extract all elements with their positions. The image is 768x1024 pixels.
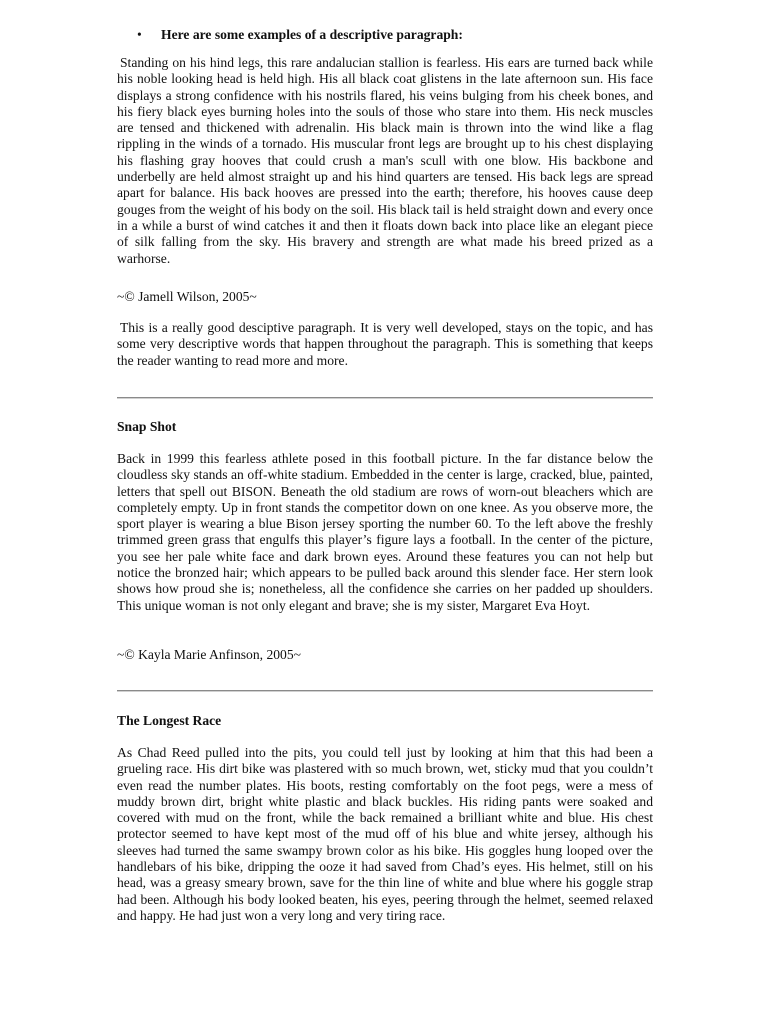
example1-paragraph: Standing on his hind legs, this rare andalucian stallion is fearless. His ears are turned back while his noble looking head is held high. His all black coat glistens in the late afternoon sun. His face displays a strong confidence with his nostrils flared, his veins bulging from his cheek bones, and his fiery black eyes burning holes into the souls of those who stare into them. His neck muscles are tensed and thickened with adrenalin. His black main is thrown into the wind like a flag rippling in the winds of a tornado. His muscular front legs are brought up to his chest displaying his flashing gray hooves that could crush a man's scull with one blow. His backbone and underbelly are held almost straight up and his hind quarters are tensed. His back legs are spread apart for balance. His back hooves are pressed into the earth; therefore, his hooves cause deep gouges from the weight of his body on the soil. His black tail is held straight down and every once in a while a burst of wind catches it and then it floats down back into place like an elegant piece of silk falling from the sky. His bravery and strength are what made his breed prized as a warhorse. (117, 55, 653, 266)
example3-paragraph: As Chad Reed pulled into the pits, you could tell just by looking at him that this had been a grueling race. His dirt bike was plastered with so much brown, wet, sticky mud that you couldn’t even read the number plates. His boots, resting comfortably on the foot pegs, were a mess of muddy brown dirt, bright white plastic and black buckles. His riding pants were soaked and covered with mud on the front, while the back remained a brilliant white and blue. His chest protector seemed to have kept most of the mud off of his blue and white jersey, although his sleeves had turned the same swampy brown color as his bike. His goggles hung looped over the handlebars of his bike, dripping the ooze it had saved from Chad’s eyes. His helmet, still on his head, was a greasy smeary brown, save for the thin line of white and blue where his goggle strap had been. Although his body looked beaten, his eyes, peering through the helmet, seemed relaxed and happy. He had just won a very long and very tiring race. (117, 745, 653, 923)
intro-bullet-item (137, 27, 657, 43)
example1-commentary: This is a really good desciptive paragraph. It is very well developed, stays on the topic, and has some very descriptive words that happen throughout the paragraph. This is something that keeps the reader wanting to read more and more. (117, 320, 653, 368)
example2-credit: ~© Kayla Marie Anfinson, 2005~ (117, 647, 301, 662)
example2-title: Snap Shot (117, 419, 177, 434)
intro-heading: Here are some examples of a descriptive paragraph: (161, 27, 463, 42)
example2-paragraph: Back in 1999 this fearless athlete posed in this football picture. In the far distance below the cloudless sky stands an off-white stadium. Embedded in the center is large, cracked, blue, painted, letters that spell out BISON. Beneath the old stadium are rows of worn-out bleachers which are completely empty. Up in front stands the competitor down on one knee. As you observe more, the sport player is wearing a blue Bison jersey sporting the number 60. To the left above the freshly trimmed green grass that engulfs this player’s figure lays a football. In the center of the picture, you see her pale white face and dark brown eyes. Around these features you can not help but notice the bronzed hair; which appears to be pulled back around this slender face. Her stern look shows how proud she is; nonetheless, all the confidence she carries on her padded up shoulders. This unique woman is not only elegant and brave; she is my sister, Margaret Eva Hoyt. (117, 451, 653, 613)
section-divider-2 (117, 690, 653, 692)
example3-title: The Longest Race (117, 713, 222, 728)
section-divider-1 (117, 397, 653, 399)
example1-credit: ~© Jamell Wilson, 2005~ (117, 289, 257, 304)
bullet-icon: • (137, 27, 142, 42)
